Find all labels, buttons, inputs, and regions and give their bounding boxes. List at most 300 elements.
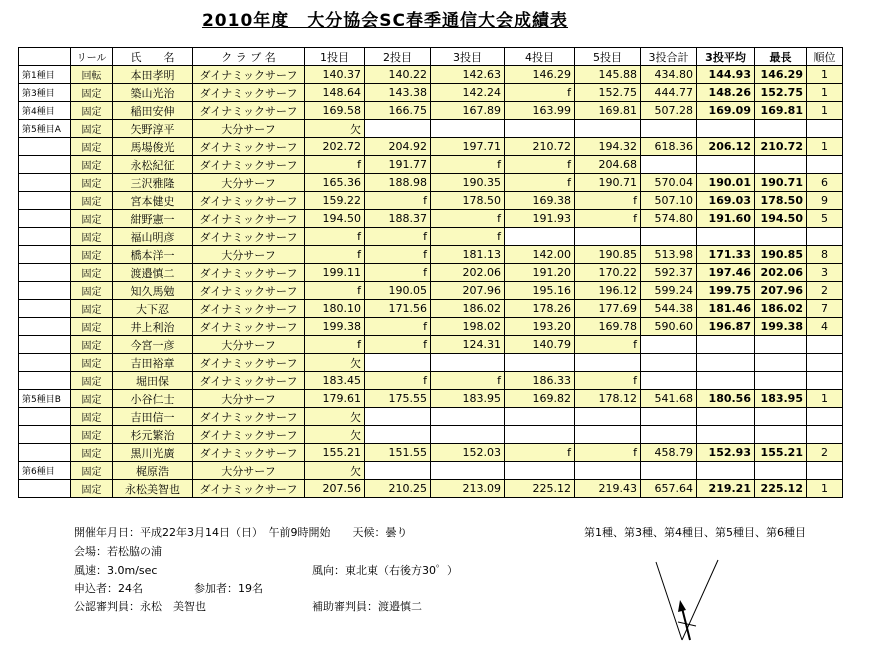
throw4-cell: 146.29 [505, 66, 575, 84]
max-cell: 152.75 [755, 84, 807, 102]
category-cell: 第3種目 [19, 84, 71, 102]
rank-cell [807, 156, 843, 174]
throw3-cell: 124.31 [431, 336, 505, 354]
throw3-cell: 190.35 [431, 174, 505, 192]
throw2-cell: f [365, 264, 431, 282]
club-cell: ダイナミックサーフ [193, 426, 305, 444]
name-cell: 本田孝明 [113, 66, 193, 84]
events-info: 第1種、第3種、第4種目、第5種目、第6種目 [584, 526, 806, 539]
rank-cell: 1 [807, 390, 843, 408]
category-cell: 第6種目 [19, 462, 71, 480]
reel-cell: 固定 [71, 336, 113, 354]
avg3-cell: 152.93 [697, 444, 755, 462]
results-table [18, 47, 843, 498]
table-row [19, 318, 843, 336]
throw1-cell: f [305, 246, 365, 264]
throw5-cell [575, 408, 641, 426]
throw4-cell [505, 228, 575, 246]
header-r2: 2投目 [365, 48, 431, 66]
max-cell: 207.96 [755, 282, 807, 300]
throw5-cell [575, 228, 641, 246]
throw1-cell: 155.21 [305, 444, 365, 462]
category-cell [19, 372, 71, 390]
throw5-cell: f [575, 336, 641, 354]
max-cell [755, 354, 807, 372]
max-cell: 199.38 [755, 318, 807, 336]
rank-cell: 1 [807, 480, 843, 498]
name-cell: 杉元繁治 [113, 426, 193, 444]
category-cell [19, 480, 71, 498]
category-cell [19, 282, 71, 300]
table-row [19, 84, 843, 102]
throw1-cell: 欠 [305, 426, 365, 444]
table-row [19, 480, 843, 498]
throw5-cell: 170.22 [575, 264, 641, 282]
reel-cell: 回転 [71, 66, 113, 84]
table-row [19, 102, 843, 120]
throw2-cell [365, 408, 431, 426]
throw4-cell: 195.16 [505, 282, 575, 300]
throw5-cell: f [575, 210, 641, 228]
name-cell: 築山光治 [113, 84, 193, 102]
club-cell: ダイナミックサーフ [193, 264, 305, 282]
throw4-cell: 142.00 [505, 246, 575, 264]
reel-cell: 固定 [71, 120, 113, 138]
throw5-cell: 219.43 [575, 480, 641, 498]
throw5-cell: 169.78 [575, 318, 641, 336]
name-cell: 矢野淳平 [113, 120, 193, 138]
throw3-cell [431, 120, 505, 138]
throw5-cell: 196.12 [575, 282, 641, 300]
throw1-cell: f [305, 282, 365, 300]
throw2-cell: 151.55 [365, 444, 431, 462]
throw4-cell [505, 462, 575, 480]
throw3-cell [431, 354, 505, 372]
throw4-cell: 163.99 [505, 102, 575, 120]
throw2-cell: 204.92 [365, 138, 431, 156]
throw2-cell: f [365, 318, 431, 336]
avg3-cell: 181.46 [697, 300, 755, 318]
throw5-cell: 190.85 [575, 246, 641, 264]
throw5-cell: 194.32 [575, 138, 641, 156]
table-row [19, 462, 843, 480]
club-cell: 大分サーフ [193, 174, 305, 192]
name-cell: 吉田裕章 [113, 354, 193, 372]
avg3-cell: 144.93 [697, 66, 755, 84]
max-cell [755, 156, 807, 174]
name-cell: 小谷仁士 [113, 390, 193, 408]
sum3-cell: 434.80 [641, 66, 697, 84]
max-cell [755, 120, 807, 138]
sum3-cell: 657.64 [641, 480, 697, 498]
throw2-cell: f [365, 372, 431, 390]
table-row [19, 120, 843, 138]
avg3-cell: 148.26 [697, 84, 755, 102]
avg3-cell [697, 408, 755, 426]
throw2-cell: f [365, 228, 431, 246]
max-cell [755, 408, 807, 426]
name-cell: 永松紀征 [113, 156, 193, 174]
throw1-cell: 欠 [305, 462, 365, 480]
throw5-cell: 190.71 [575, 174, 641, 192]
throw5-cell [575, 354, 641, 372]
throw5-cell: 169.81 [575, 102, 641, 120]
sum3-cell: 507.10 [641, 192, 697, 210]
club-cell: ダイナミックサーフ [193, 210, 305, 228]
throw4-cell: 191.20 [505, 264, 575, 282]
max-cell [755, 426, 807, 444]
max-cell: 178.50 [755, 192, 807, 210]
rank-cell [807, 120, 843, 138]
club-cell: 大分サーフ [193, 336, 305, 354]
rank-cell [807, 408, 843, 426]
table-row [19, 156, 843, 174]
throw5-cell: 177.69 [575, 300, 641, 318]
entrants-info: 申込者：24名 [74, 582, 143, 595]
throw3-cell: 198.02 [431, 318, 505, 336]
header-name: 氏 名 [113, 48, 193, 66]
avg3-cell: 206.12 [697, 138, 755, 156]
reel-cell: 固定 [71, 228, 113, 246]
sum3-cell [641, 336, 697, 354]
avg3-cell [697, 354, 755, 372]
throw4-cell: 140.79 [505, 336, 575, 354]
max-cell: 169.81 [755, 102, 807, 120]
reel-cell: 固定 [71, 174, 113, 192]
rank-cell: 4 [807, 318, 843, 336]
reel-cell: 固定 [71, 372, 113, 390]
throw2-cell: 190.05 [365, 282, 431, 300]
header-r4: 4投目 [505, 48, 575, 66]
sum3-cell [641, 120, 697, 138]
throw4-cell: 225.12 [505, 480, 575, 498]
table-row [19, 372, 843, 390]
category-cell [19, 336, 71, 354]
avg3-cell: 197.46 [697, 264, 755, 282]
throw3-cell: 186.02 [431, 300, 505, 318]
throw2-cell: 171.56 [365, 300, 431, 318]
sum3-cell: 444.77 [641, 84, 697, 102]
name-cell: 吉田信一 [113, 408, 193, 426]
rank-cell: 1 [807, 84, 843, 102]
category-cell [19, 228, 71, 246]
sector-line-left [656, 562, 682, 640]
avg3-cell: 191.60 [697, 210, 755, 228]
name-cell: 知久馬勉 [113, 282, 193, 300]
club-cell: ダイナミックサーフ [193, 282, 305, 300]
throw2-cell: 175.55 [365, 390, 431, 408]
throw3-cell: 178.50 [431, 192, 505, 210]
wind-direction-info: 風向：東北東（右後方30゜） [312, 564, 458, 577]
category-cell [19, 408, 71, 426]
rank-cell [807, 228, 843, 246]
avg3-cell: 199.75 [697, 282, 755, 300]
club-cell: ダイナミックサーフ [193, 192, 305, 210]
club-cell: ダイナミックサーフ [193, 408, 305, 426]
sum3-cell: 507.28 [641, 102, 697, 120]
sum3-cell: 544.38 [641, 300, 697, 318]
throw5-cell: 178.12 [575, 390, 641, 408]
throw2-cell: 188.98 [365, 174, 431, 192]
avg3-cell: 169.09 [697, 102, 755, 120]
avg3-cell: 219.21 [697, 480, 755, 498]
category-cell [19, 354, 71, 372]
category-cell: 第1種目 [19, 66, 71, 84]
assistant-judge-info: 補助審判員：渡邉慎二 [312, 600, 422, 613]
table-row [19, 354, 843, 372]
throw1-cell: f [305, 228, 365, 246]
throw1-cell: 欠 [305, 120, 365, 138]
throw1-cell: 159.22 [305, 192, 365, 210]
club-cell: ダイナミックサーフ [193, 318, 305, 336]
table-row [19, 336, 843, 354]
header-reel: リール [71, 48, 113, 66]
throw1-cell: 169.58 [305, 102, 365, 120]
header-rank: 順位 [807, 48, 843, 66]
reel-cell: 固定 [71, 282, 113, 300]
throw1-cell: 183.45 [305, 372, 365, 390]
throw1-cell: f [305, 156, 365, 174]
max-cell: 225.12 [755, 480, 807, 498]
throw4-cell: 210.72 [505, 138, 575, 156]
throw2-cell: f [365, 246, 431, 264]
rank-cell: 1 [807, 102, 843, 120]
throw3-cell: 197.71 [431, 138, 505, 156]
name-cell: 井上利治 [113, 318, 193, 336]
reel-cell: 固定 [71, 102, 113, 120]
category-cell [19, 300, 71, 318]
throw3-cell: 181.13 [431, 246, 505, 264]
throw5-cell [575, 120, 641, 138]
throw1-cell: f [305, 336, 365, 354]
reel-cell: 固定 [71, 156, 113, 174]
header-max: 最長 [755, 48, 807, 66]
category-cell: 第4種目 [19, 102, 71, 120]
header-category [19, 48, 71, 66]
name-cell: 大下忍 [113, 300, 193, 318]
wind-arrowhead-icon [678, 600, 686, 612]
throw4-cell: f [505, 84, 575, 102]
category-cell [19, 210, 71, 228]
rank-cell: 1 [807, 138, 843, 156]
throw1-cell: 180.10 [305, 300, 365, 318]
rank-cell: 7 [807, 300, 843, 318]
rank-cell [807, 372, 843, 390]
throw5-cell: 145.88 [575, 66, 641, 84]
throw3-cell [431, 462, 505, 480]
sum3-cell [641, 462, 697, 480]
header-avg3: 3投平均 [697, 48, 755, 66]
throw2-cell: 210.25 [365, 480, 431, 498]
reel-cell: 固定 [71, 390, 113, 408]
category-cell [19, 426, 71, 444]
throw2-cell: 143.38 [365, 84, 431, 102]
reel-cell: 固定 [71, 138, 113, 156]
club-cell: ダイナミックサーフ [193, 102, 305, 120]
throw3-cell: 142.63 [431, 66, 505, 84]
throw4-cell: 193.20 [505, 318, 575, 336]
max-cell: 194.50 [755, 210, 807, 228]
throw4-cell: f [505, 156, 575, 174]
table-row [19, 138, 843, 156]
reel-cell: 固定 [71, 318, 113, 336]
sum3-cell [641, 408, 697, 426]
throw5-cell: 204.68 [575, 156, 641, 174]
throw4-cell [505, 426, 575, 444]
table-row [19, 444, 843, 462]
reel-cell: 固定 [71, 354, 113, 372]
sum3-cell: 513.98 [641, 246, 697, 264]
table-row [19, 174, 843, 192]
category-cell: 第5種目A [19, 120, 71, 138]
throw2-cell: 140.22 [365, 66, 431, 84]
club-cell: ダイナミックサーフ [193, 444, 305, 462]
category-cell [19, 444, 71, 462]
table-row [19, 66, 843, 84]
sum3-cell: 590.60 [641, 318, 697, 336]
avg3-cell: 171.33 [697, 246, 755, 264]
throw3-cell: f [431, 210, 505, 228]
category-cell [19, 156, 71, 174]
sum3-cell: 599.24 [641, 282, 697, 300]
max-cell: 155.21 [755, 444, 807, 462]
max-cell: 190.85 [755, 246, 807, 264]
throw1-cell: 140.37 [305, 66, 365, 84]
throw4-cell: 169.82 [505, 390, 575, 408]
throw4-cell: 186.33 [505, 372, 575, 390]
sum3-cell: 541.68 [641, 390, 697, 408]
table-row [19, 228, 843, 246]
name-cell: 今宮一彦 [113, 336, 193, 354]
throw5-cell: f [575, 192, 641, 210]
club-cell: ダイナミックサーフ [193, 300, 305, 318]
rank-cell: 2 [807, 282, 843, 300]
rank-cell: 5 [807, 210, 843, 228]
throw2-cell [365, 462, 431, 480]
max-cell: 190.71 [755, 174, 807, 192]
throw1-cell: 199.38 [305, 318, 365, 336]
throw2-cell [365, 120, 431, 138]
throw2-cell: 166.75 [365, 102, 431, 120]
rank-cell: 8 [807, 246, 843, 264]
throw1-cell: 202.72 [305, 138, 365, 156]
page-title: 2010年度 大分協会SC春季通信大会成績表 [201, 11, 569, 31]
name-cell: 紺野憲一 [113, 210, 193, 228]
category-cell [19, 246, 71, 264]
table-row [19, 408, 843, 426]
name-cell: 橋本洋一 [113, 246, 193, 264]
throw5-cell: f [575, 372, 641, 390]
sum3-cell [641, 156, 697, 174]
throw4-cell [505, 120, 575, 138]
throw3-cell: f [431, 156, 505, 174]
category-cell: 第5種目B [19, 390, 71, 408]
throw3-cell: 213.09 [431, 480, 505, 498]
throw2-cell: 188.37 [365, 210, 431, 228]
name-cell: 福山明彦 [113, 228, 193, 246]
table-row [19, 246, 843, 264]
name-cell: 永松美智也 [113, 480, 193, 498]
reel-cell: 固定 [71, 408, 113, 426]
club-cell: ダイナミックサーフ [193, 138, 305, 156]
date-weather-info: 開催年月日：平成22年3月14日（日） 午前9時開始 天候：曇り [74, 526, 408, 539]
throw5-cell [575, 426, 641, 444]
reel-cell: 固定 [71, 426, 113, 444]
avg3-cell [697, 228, 755, 246]
throw2-cell: 191.77 [365, 156, 431, 174]
table-row [19, 210, 843, 228]
throw4-cell [505, 354, 575, 372]
rank-cell [807, 354, 843, 372]
rank-cell [807, 426, 843, 444]
throw3-cell: 152.03 [431, 444, 505, 462]
header-row [19, 48, 843, 66]
club-cell: ダイナミックサーフ [193, 372, 305, 390]
avg3-cell: 169.03 [697, 192, 755, 210]
name-cell: 稲田安伸 [113, 102, 193, 120]
throw3-cell [431, 408, 505, 426]
name-cell: 三沢雅隆 [113, 174, 193, 192]
club-cell: 大分サーフ [193, 390, 305, 408]
name-cell: 梶原浩 [113, 462, 193, 480]
throw4-cell: 178.26 [505, 300, 575, 318]
throw3-cell: 183.95 [431, 390, 505, 408]
name-cell: 堀田保 [113, 372, 193, 390]
throw4-cell: 169.38 [505, 192, 575, 210]
name-cell: 馬場俊光 [113, 138, 193, 156]
throw4-cell: 191.93 [505, 210, 575, 228]
sum3-cell [641, 228, 697, 246]
header-r3: 3投目 [431, 48, 505, 66]
max-cell [755, 372, 807, 390]
club-cell: ダイナミックサーフ [193, 156, 305, 174]
venue-info: 会場：若松脇の浦 [74, 545, 162, 558]
category-cell [19, 318, 71, 336]
table-row [19, 264, 843, 282]
throw2-cell: f [365, 192, 431, 210]
sum3-cell [641, 372, 697, 390]
avg3-cell [697, 426, 755, 444]
category-cell [19, 174, 71, 192]
table-row [19, 426, 843, 444]
table-row [19, 390, 843, 408]
table-row [19, 300, 843, 318]
club-cell: 大分サーフ [193, 246, 305, 264]
throw1-cell: 欠 [305, 408, 365, 426]
rank-cell: 9 [807, 192, 843, 210]
avg3-cell: 180.56 [697, 390, 755, 408]
throw2-cell [365, 426, 431, 444]
avg3-cell [697, 156, 755, 174]
rank-cell: 1 [807, 66, 843, 84]
reel-cell: 固定 [71, 210, 113, 228]
avg3-cell [697, 336, 755, 354]
name-cell: 渡邉慎二 [113, 264, 193, 282]
header-r1: 1投目 [305, 48, 365, 66]
reel-cell: 固定 [71, 84, 113, 102]
category-cell [19, 192, 71, 210]
club-cell: ダイナミックサーフ [193, 84, 305, 102]
throw4-cell: f [505, 444, 575, 462]
sum3-cell [641, 426, 697, 444]
max-cell [755, 228, 807, 246]
max-cell: 183.95 [755, 390, 807, 408]
max-cell: 210.72 [755, 138, 807, 156]
max-cell [755, 336, 807, 354]
throw3-cell: 167.89 [431, 102, 505, 120]
header-r5: 5投目 [575, 48, 641, 66]
throw3-cell: f [431, 228, 505, 246]
